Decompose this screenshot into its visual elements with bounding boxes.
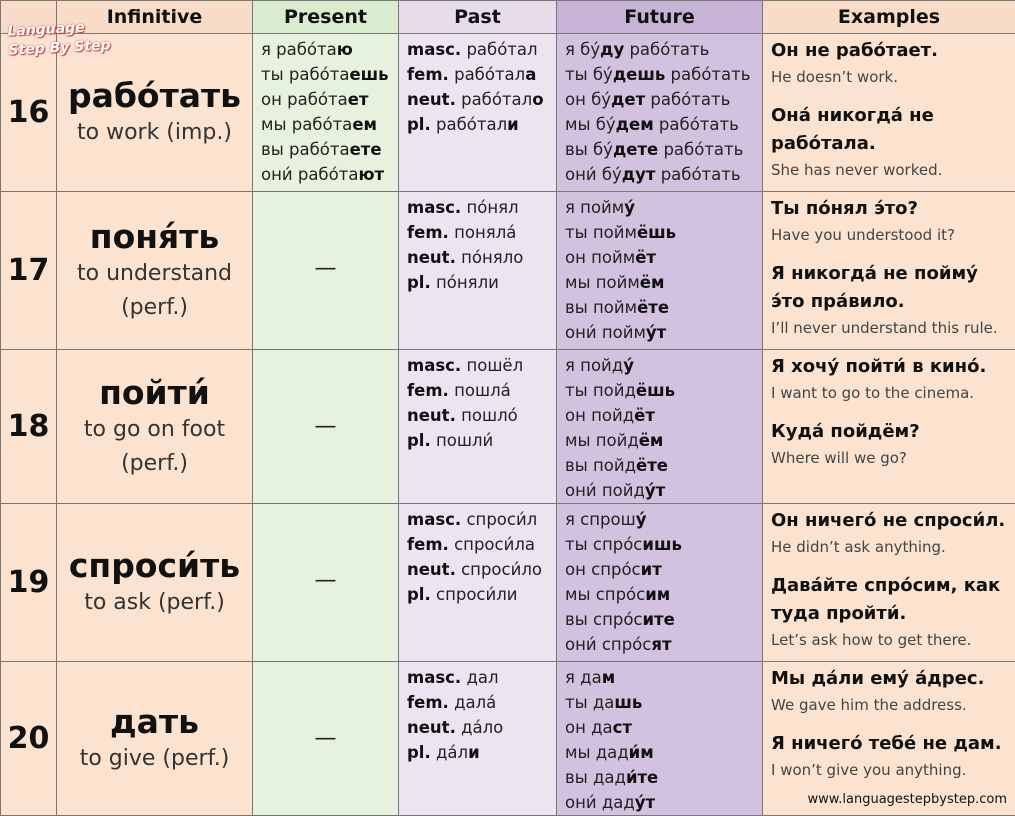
past-form (407, 665, 556, 690)
example-english: I won’t give you anything. (771, 758, 1015, 783)
past-form (407, 195, 556, 220)
future-form (565, 690, 762, 715)
verb-number: 16 (1, 34, 57, 192)
past-form (407, 740, 556, 765)
future-stem: ты спро́с (565, 535, 642, 554)
past-forms (399, 350, 556, 453)
gender-label: masc. (407, 356, 461, 375)
present-forms (253, 34, 398, 187)
past-forms (399, 504, 556, 607)
past-forms (399, 34, 556, 137)
future-stem: ты да (565, 693, 614, 712)
example-russian: Мы да́ли ему́ а́дрес. (771, 665, 1015, 693)
future-stem: я пойд (565, 356, 623, 375)
past-stem: рабо́тал (461, 90, 532, 109)
future-form (565, 790, 762, 815)
past-stem: дал (466, 668, 498, 687)
future-stem: они́ пойд (565, 481, 645, 500)
future-form (565, 378, 762, 403)
infinitive-cell (57, 350, 253, 504)
examples-cell (763, 192, 1015, 350)
example-russian: Ты по́нял э́то? (771, 195, 1015, 223)
example-russian: Я никогда́ не пойму́ э́то пра́вило. (771, 260, 1015, 316)
present-cell (253, 504, 399, 662)
past-stem: пошло́ (461, 406, 518, 425)
past-stem: по́няли (436, 273, 499, 292)
past-form (407, 37, 556, 62)
past-cell (399, 34, 557, 192)
present-ending: ю (337, 40, 353, 59)
past-form (407, 507, 556, 532)
future-ending: м (602, 668, 616, 687)
future-infinitive: рабо́тать (665, 65, 750, 84)
past-form (407, 62, 556, 87)
gender-label: pl. (407, 431, 431, 450)
future-ending: ст (613, 718, 632, 737)
past-ending: и (507, 115, 519, 134)
future-ending: ём (639, 431, 664, 450)
future-stem: они́ пойм (565, 323, 646, 342)
present-form (261, 137, 398, 162)
future-ending: ёшь (636, 381, 675, 400)
future-forms (557, 662, 762, 815)
example-english: Let’s ask how to get there. (771, 628, 1015, 653)
infinitive-verb: спроси́ть (57, 546, 252, 586)
future-form (565, 220, 762, 245)
future-stem: вы пойм (565, 298, 637, 317)
past-stem: дала́ (454, 693, 496, 712)
future-stem: я спрош (565, 510, 636, 529)
future-cell (557, 504, 763, 662)
future-form (565, 112, 762, 137)
past-cell (399, 350, 557, 504)
past-forms (399, 192, 556, 295)
future-stem: мы спро́с (565, 585, 645, 604)
examples (763, 662, 1015, 783)
infinitive-verb: пойти́ (57, 373, 252, 413)
future-infinitive: рабо́тать (624, 40, 709, 59)
example-spacer (771, 406, 1015, 418)
past-form (407, 378, 556, 403)
past-stem: поняла́ (454, 223, 516, 242)
future-stem: я пойм (565, 198, 624, 217)
example-russian: Куда́ пойдём? (771, 418, 1015, 446)
future-ending: ёт (635, 248, 656, 267)
present-ending: ем (352, 115, 377, 134)
future-stem: он пойм (565, 248, 635, 267)
future-forms (557, 34, 762, 187)
future-form (565, 87, 762, 112)
past-cell (399, 662, 557, 816)
gender-label: fem. (407, 693, 449, 712)
past-ending: и (468, 743, 480, 762)
verb-row (1, 34, 1015, 192)
gender-label: neut. (407, 248, 456, 267)
present-stem: он рабо́та (261, 90, 348, 109)
future-stem: ты бу́ (565, 65, 613, 84)
future-ending: у́ (623, 356, 634, 375)
present-cell (253, 192, 399, 350)
present-stem: вы рабо́та (261, 140, 350, 159)
gender-label: fem. (407, 65, 449, 84)
infinitive-translation: to give (perf.) (57, 742, 252, 776)
future-form (565, 582, 762, 607)
header-row (1, 1, 1015, 34)
future-ending: у́т (646, 323, 666, 342)
future-form (565, 403, 762, 428)
gender-label: masc. (407, 198, 461, 217)
infinitive-verb: поня́ть (57, 217, 252, 257)
gender-label: pl. (407, 115, 431, 134)
present-form (261, 112, 398, 137)
examples (763, 192, 1015, 341)
future-ending: и́м (629, 743, 654, 762)
header-infinitive: Infinitive (57, 1, 253, 34)
past-form (407, 270, 556, 295)
infinitive-verb: рабо́тать (57, 76, 252, 116)
future-ending: у́т (645, 481, 665, 500)
present-stem: ты рабо́та (261, 65, 349, 84)
past-form (407, 87, 556, 112)
examples (763, 504, 1015, 653)
header-past: Past (399, 1, 557, 34)
example-english: Have you understood it? (771, 223, 1015, 248)
past-form (407, 220, 556, 245)
verb-row (1, 504, 1015, 662)
future-ending: у́ (636, 510, 647, 529)
past-stem: да́л (436, 743, 468, 762)
future-stem: вы пойд (565, 456, 636, 475)
future-form (565, 715, 762, 740)
future-form (565, 507, 762, 532)
future-form (565, 245, 762, 270)
past-stem: рабо́тал (436, 115, 507, 134)
past-ending: о (532, 90, 543, 109)
present-stem: мы рабо́та (261, 115, 352, 134)
past-stem: рабо́тал (466, 40, 537, 59)
infinitive-translation: to go on foot (57, 413, 252, 447)
future-ending: и́те (626, 768, 658, 787)
future-form (565, 353, 762, 378)
past-form (407, 715, 556, 740)
future-form (565, 37, 762, 62)
past-stem: пошла́ (454, 381, 511, 400)
example-russian: Я хочу́ пойти́ в кино́. (771, 353, 1015, 381)
past-stem: спроси́л (466, 510, 537, 529)
past-form (407, 403, 556, 428)
gender-label: fem. (407, 381, 449, 400)
present-stem: они́ рабо́та (261, 165, 358, 184)
example-english: I want to go to the cinema. (771, 381, 1015, 406)
future-stem: они́ бу́ (565, 165, 622, 184)
verb-row (1, 192, 1015, 350)
future-infinitive: рабо́тать (658, 140, 743, 159)
future-ending: дете (613, 140, 658, 159)
future-stem: он бу́ (565, 90, 611, 109)
present-form (261, 162, 398, 187)
past-stem: да́ло (461, 718, 503, 737)
website-url: www.languagestepbystep.com (808, 792, 1007, 807)
present-cell (253, 662, 399, 816)
past-form (407, 557, 556, 582)
future-stem: ты пойм (565, 223, 637, 242)
example-russian: Он ничего́ не спроси́л. (771, 507, 1015, 535)
future-cell (557, 192, 763, 350)
gender-label: pl. (407, 273, 431, 292)
infinitive-verb: дать (57, 702, 252, 742)
verb-number: 17 (1, 192, 57, 350)
gender-label: pl. (407, 585, 431, 604)
past-stem: спроси́ли (436, 585, 518, 604)
present-form (261, 87, 398, 112)
language-step-by-step-logo: Language Step By Step (7, 17, 111, 60)
future-ending: ишь (642, 535, 682, 554)
past-form (407, 428, 556, 453)
future-ending: ёте (637, 298, 669, 317)
future-stem: мы пойм (565, 273, 640, 292)
past-form (407, 245, 556, 270)
future-ending: ду (600, 40, 624, 59)
future-stem: они́ спро́с (565, 635, 651, 654)
example-spacer (771, 90, 1015, 102)
past-stem: по́няло (461, 248, 523, 267)
future-stem: вы спро́с (565, 610, 643, 629)
example-english: Where will we go? (771, 446, 1015, 471)
future-stem: я бу́ (565, 40, 600, 59)
past-form (407, 353, 556, 378)
future-ending: ит (641, 560, 662, 579)
future-form (565, 428, 762, 453)
past-stem: рабо́тал (454, 65, 525, 84)
header-future: Future (557, 1, 763, 34)
future-ending: ёте (636, 456, 668, 475)
future-cell (557, 34, 763, 192)
future-form (565, 270, 762, 295)
future-ending: дешь (613, 65, 665, 84)
future-form (565, 320, 762, 345)
example-english: She has never worked. (771, 158, 1015, 183)
example-russian: Дава́йте спро́сим, как туда пройти́. (771, 572, 1015, 628)
infinitive-translation: to ask (perf.) (57, 586, 252, 620)
present-cell (253, 34, 399, 192)
gender-label: masc. (407, 510, 461, 529)
no-present-dash: — (253, 350, 398, 503)
present-ending: ете (350, 140, 382, 159)
future-stem: он спро́с (565, 560, 641, 579)
future-stem: мы дад (565, 743, 629, 762)
example-russian: Я ничего́ тебе́ не дам. (771, 730, 1015, 758)
infinitive-cell (57, 192, 253, 350)
past-cell (399, 504, 557, 662)
future-ending: ём (640, 273, 665, 292)
gender-label: fem. (407, 535, 449, 554)
future-form (565, 607, 762, 632)
future-form (565, 740, 762, 765)
infinitive-cell (57, 504, 253, 662)
infinitive-cell (57, 34, 253, 192)
no-present-dash: — (253, 504, 398, 657)
future-stem: я да (565, 668, 602, 687)
examples (763, 350, 1015, 471)
gender-label: masc. (407, 40, 461, 59)
past-forms (399, 662, 556, 765)
past-cell (399, 192, 557, 350)
future-form (565, 137, 762, 162)
future-ending: дет (611, 90, 645, 109)
future-stem: ты пойд (565, 381, 636, 400)
future-forms (557, 504, 762, 657)
example-english: He doesn’t work. (771, 65, 1015, 90)
infinitive-translation: (perf.) (57, 291, 252, 325)
future-ending: у́ (624, 198, 635, 217)
future-ending: ят (651, 635, 671, 654)
future-form (565, 532, 762, 557)
verb-number: 20 (1, 662, 57, 816)
future-stem: вы дад (565, 768, 626, 787)
future-stem: мы бу́ (565, 115, 616, 134)
infinitive-translation: (perf.) (57, 447, 252, 481)
present-form (261, 62, 398, 87)
past-stem: по́нял (466, 198, 518, 217)
future-form (565, 295, 762, 320)
future-form (565, 62, 762, 87)
example-spacer (771, 718, 1015, 730)
future-ending: ёшь (637, 223, 676, 242)
gender-label: pl. (407, 743, 431, 762)
example-russian: Он не рабо́тает. (771, 37, 1015, 65)
no-present-dash: — (253, 192, 398, 345)
future-form (565, 162, 762, 187)
example-russian: Она́ никогда́ не рабо́тала. (771, 102, 1015, 158)
future-stem: он пойд (565, 406, 634, 425)
gender-label: neut. (407, 90, 456, 109)
present-ending: ет (348, 90, 369, 109)
future-form (565, 557, 762, 582)
past-ending: а (525, 65, 536, 84)
gender-label: fem. (407, 223, 449, 242)
future-form (565, 195, 762, 220)
verb-number: 19 (1, 504, 57, 662)
future-stem: вы бу́ (565, 140, 613, 159)
future-ending: ите (643, 610, 675, 629)
future-form (565, 453, 762, 478)
present-ending: ют (358, 165, 384, 184)
infinitive-cell (57, 662, 253, 816)
example-spacer (771, 560, 1015, 572)
header-present: Present (253, 1, 399, 34)
future-form (565, 665, 762, 690)
infinitive-translation: to understand (57, 257, 252, 291)
future-form (565, 765, 762, 790)
examples (763, 34, 1015, 183)
future-ending: дем (616, 115, 654, 134)
future-infinitive: рабо́тать (655, 165, 740, 184)
future-cell (557, 350, 763, 504)
future-cell (557, 662, 763, 816)
future-stem: мы пойд (565, 431, 639, 450)
example-english: I’ll never understand this rule. (771, 316, 1015, 341)
past-form (407, 112, 556, 137)
future-infinitive: рабо́тать (645, 90, 730, 109)
future-ending: ёт (634, 406, 655, 425)
example-spacer (771, 248, 1015, 260)
gender-label: neut. (407, 718, 456, 737)
example-english: We gave him the address. (771, 693, 1015, 718)
future-form (565, 632, 762, 657)
examples-cell (763, 34, 1015, 192)
future-stem: он да (565, 718, 613, 737)
present-stem: я рабо́та (261, 40, 337, 59)
gender-label: neut. (407, 560, 456, 579)
header-examples: Examples (763, 1, 1015, 34)
present-form (261, 37, 398, 62)
future-ending: шь (614, 693, 642, 712)
past-form (407, 690, 556, 715)
past-stem: спроси́ло (461, 560, 542, 579)
infinitive-translation: to work (imp.) (57, 116, 252, 150)
gender-label: neut. (407, 406, 456, 425)
past-form (407, 532, 556, 557)
example-english: He didn’t ask anything. (771, 535, 1015, 560)
past-form (407, 582, 556, 607)
examples-cell (763, 504, 1015, 662)
future-ending: дут (622, 165, 656, 184)
future-ending: им (645, 585, 670, 604)
future-infinitive: рабо́тать (654, 115, 739, 134)
future-forms (557, 192, 762, 345)
past-stem: пошли́ (436, 431, 493, 450)
present-ending: ешь (349, 65, 388, 84)
past-stem: спроси́ла (454, 535, 535, 554)
future-ending: у́т (635, 793, 655, 812)
gender-label: masc. (407, 668, 461, 687)
verb-row (1, 350, 1015, 504)
no-present-dash: — (253, 662, 398, 815)
future-forms (557, 350, 762, 503)
examples-cell (763, 350, 1015, 504)
verb-number: 18 (1, 350, 57, 504)
future-stem: они́ дад (565, 793, 635, 812)
past-stem: пошёл (466, 356, 523, 375)
present-cell (253, 350, 399, 504)
future-form (565, 478, 762, 503)
